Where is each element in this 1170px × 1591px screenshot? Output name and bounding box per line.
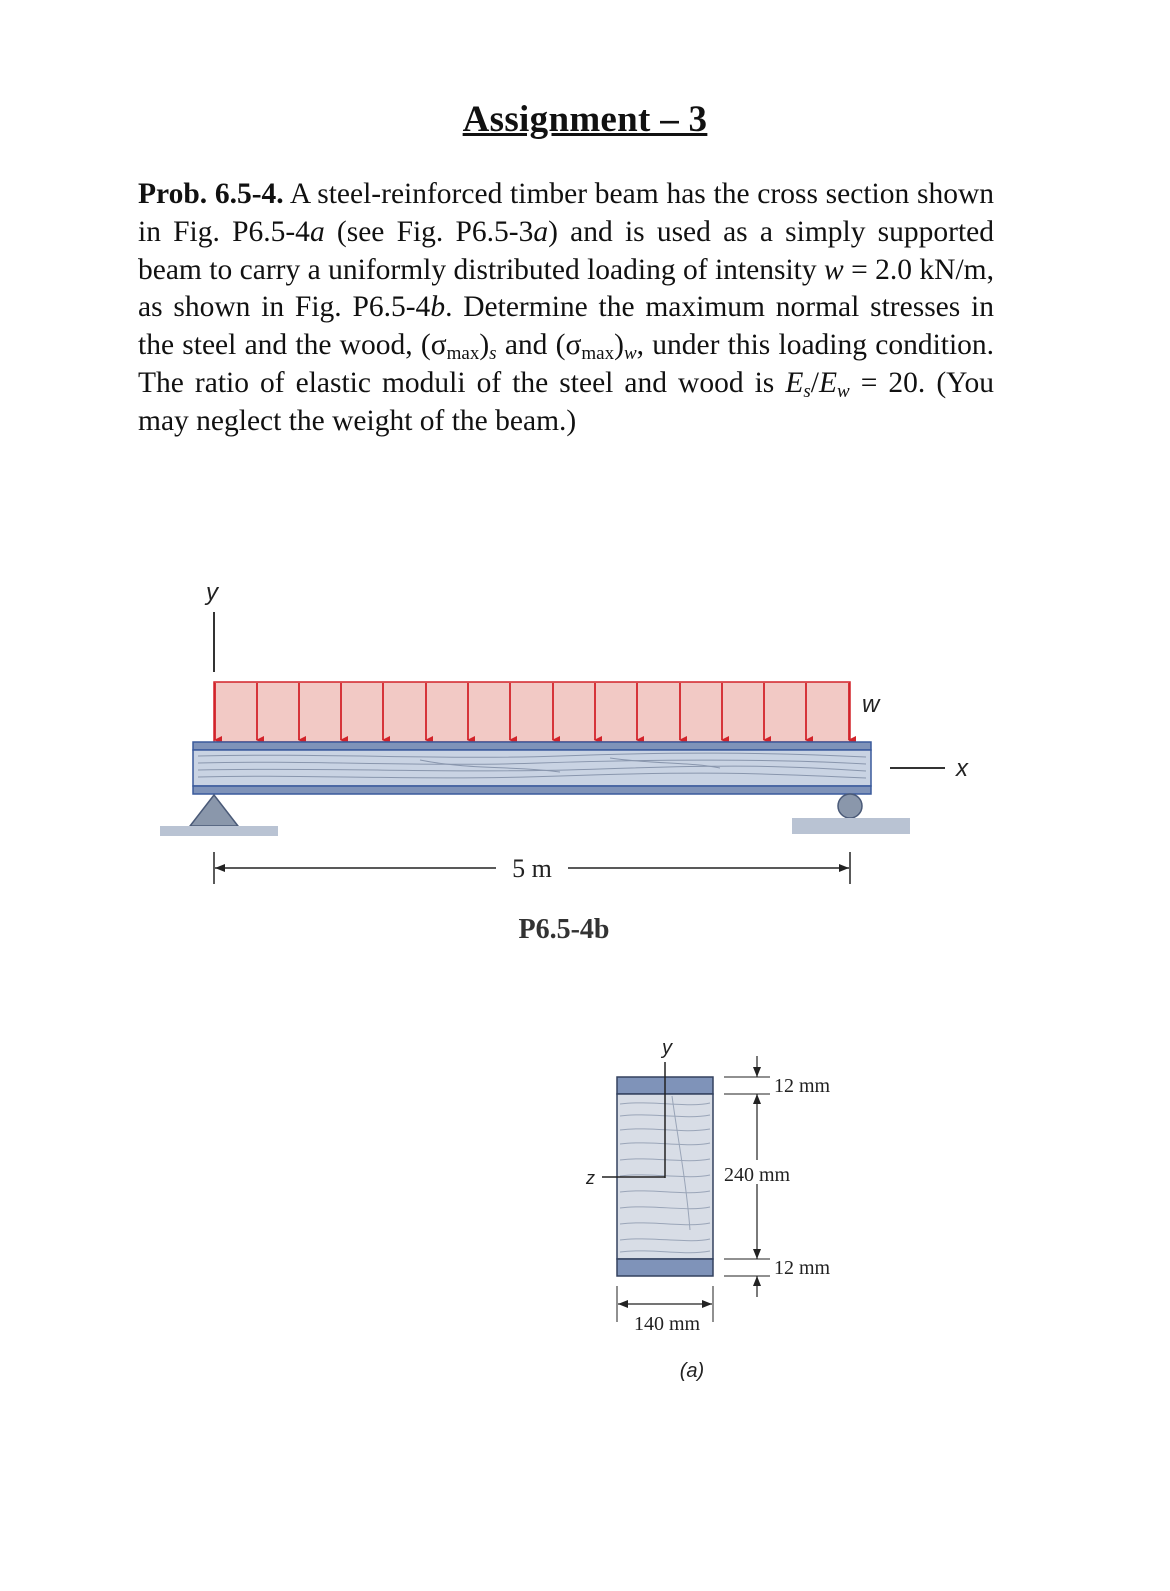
web-depth-dim: 240 mm <box>724 1164 791 1186</box>
y-axis-label: y <box>206 579 218 606</box>
bottom-plate-dim: 12 mm <box>774 1257 831 1279</box>
figure-cross-section <box>585 1037 831 1382</box>
distributed-load-area <box>214 682 850 742</box>
load-intensity-label: w <box>862 691 880 718</box>
section-bottom-plate <box>617 1259 713 1276</box>
beam-steel-top <box>193 742 871 750</box>
top-plate-dim: 12 mm <box>774 1075 831 1097</box>
x-axis-label: x <box>956 755 968 782</box>
span-label: 5 m <box>512 854 552 883</box>
roller-support-ground <box>792 818 910 834</box>
problem-statement: Prob. 6.5-4. A steel-reinforced timber beam has the cross section shown in Fig. P6.5-4a (see Fig. P6.5-3a) and is used as a simply supported beam to carry a uniformly distributed loading of intensity w = 2.0 kN/m, as shown in Fig. P6.5-4b. Determine the maximum normal stresses in the steel and the wood, $(\sigma_{max})_s$ and $(\sigma_{max})_w$, under this loading condition. The ratio of elastic moduli of the steel and wood is $E_s/E_w = 20$. (You may neglect the weight of the beam.) <box>138 178 995 437</box>
figure-b-caption: P6.5-4b <box>518 914 610 945</box>
pin-support-ground <box>160 826 278 836</box>
roller-support <box>838 794 862 818</box>
figure-a-caption: (a) <box>679 1360 705 1382</box>
section-y-label: y <box>662 1037 672 1059</box>
section-z-label: z <box>586 1168 595 1188</box>
problem-label: Prob. 6.5-4. <box>138 178 284 210</box>
pin-support <box>190 795 238 826</box>
width-dim: 140 mm <box>633 1313 701 1335</box>
page-title: Assignment – 3 <box>462 99 708 140</box>
beam-steel-bottom <box>193 786 871 794</box>
